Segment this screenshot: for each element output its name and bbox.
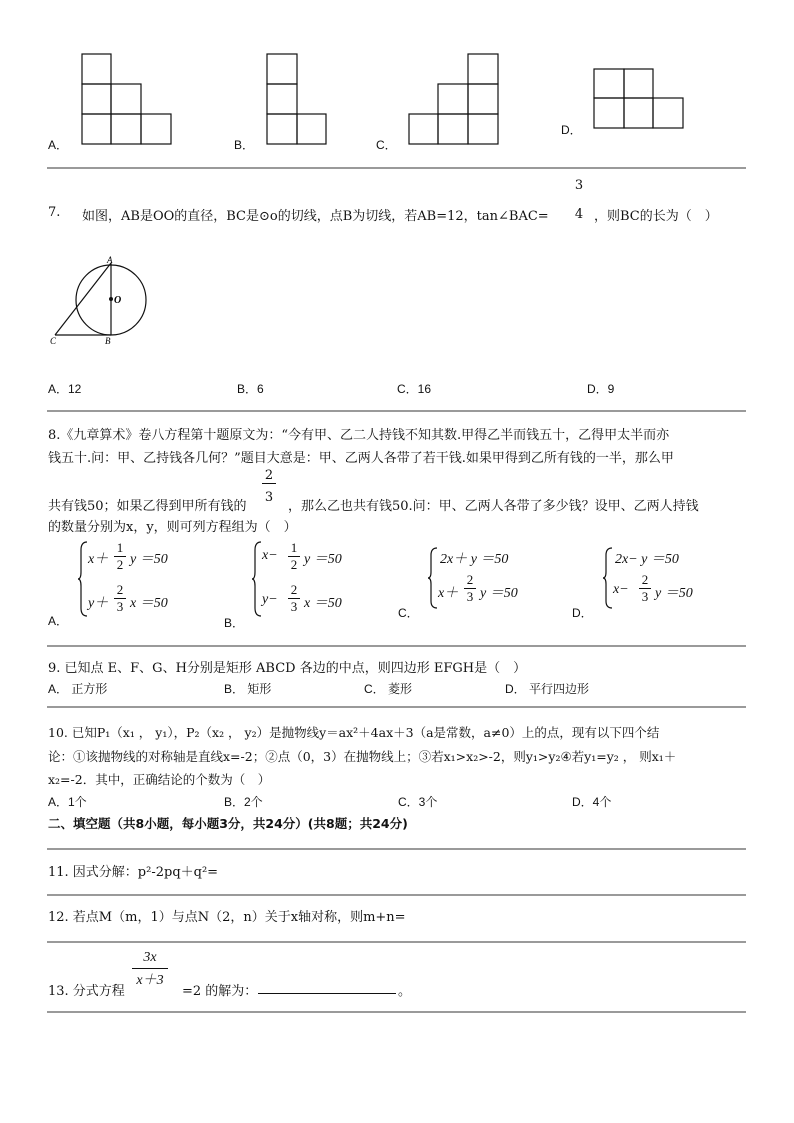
row2-end: y ＝50 [480,586,518,601]
q7-option-d[interactable]: D．9 [587,382,615,396]
q10-line1: 10. 已知P₁（x₁ ， y₁），P₂（x₂ ， y₂）是抛物线y＝ax²＋4ax＋3（a是常数，a≠0）上的点，现有以下四个结 [48,725,660,740]
numerator: 1 [116,540,124,555]
q10-option-a[interactable]: A．1个 [48,795,87,809]
q7-option-a[interactable]: A．12 [48,382,82,396]
answer-blank[interactable] [258,981,396,994]
divider [47,941,746,943]
figure-b [267,54,326,144]
row2-start: x＋ [438,586,459,601]
row1: 2x＋ y ＝50 [440,552,509,567]
system-d [603,546,723,610]
denominator: 2 [116,557,124,572]
row2-end: x ＝50 [304,596,342,611]
q8-option-c[interactable]: C． [398,606,419,620]
divider [47,1011,746,1013]
divider [47,167,746,169]
q7-option-b[interactable]: B．6 [237,382,264,396]
numerator: 2 [116,582,124,597]
q7-fraction [572,178,586,222]
system-b [252,540,372,618]
system-c [428,546,548,610]
q6-option-a[interactable]: A． [48,138,69,152]
q10-option-b[interactable]: B．2个 [224,795,263,809]
label-o: O [114,295,122,306]
numerator: 1 [290,540,298,555]
label-b: B [105,336,111,345]
fraction-denominator: x＋3 [136,973,164,988]
denominator: 3 [641,589,649,604]
label-a: A [107,255,113,265]
row2-start: y＋ [88,596,109,611]
q7-option-c[interactable]: C．16 [397,382,432,396]
q6-option-c[interactable]: C． [376,138,397,152]
figure-c [409,54,498,144]
q9-option-b[interactable]: B． 矩形 [224,682,272,696]
q13-end: 。 [398,984,412,999]
q6-option-b[interactable]: B． [234,138,255,152]
q8-option-a[interactable]: A． [48,614,69,628]
fraction-numerator: 2 [264,468,274,483]
q8-option-d[interactable]: D． [572,606,593,620]
section-title: 二、填空题（共8小题，每小题3分，共24分）(共8题；共24分) [48,816,408,831]
denominator: 3 [466,589,474,604]
figure-a [82,54,171,144]
q9-option-a[interactable]: A． 正方形 [48,682,108,696]
q8-line3: 共有钱50；如果乙得到甲所有钱的 [48,499,247,514]
q8-line3-after: ，那么乙也共有钱50.问：甲、乙两人各带了多少钱？设甲、乙两人持钱 [288,499,699,514]
numerator: 2 [641,572,649,587]
fraction-numerator: 3x [143,950,157,965]
q8-fraction [262,468,276,505]
divider [47,706,746,708]
numerator: 2 [466,572,474,587]
row2-end: y ＝50 [655,586,693,601]
system-a [78,540,198,618]
q7-number: 7. [48,205,61,220]
q13-text-after: =2 的解为： [182,984,258,999]
row1-end: y ＝50 [304,552,342,567]
q7-text-after: ，则BC的长为（ ） [594,209,718,224]
row2-start: y− [262,592,278,607]
row2-start: x− [613,582,629,597]
q8-line4: 的数量分别为x，y，则可列方程组为（ ） [48,520,297,535]
q10-option-d[interactable]: D．4个 [572,795,612,809]
q9-option-d[interactable]: D． 平行四边形 [505,682,590,696]
figure-d [594,69,683,128]
fraction-numerator: 3 [574,178,584,193]
q9-text: 9. 已知点 E、F、G、H分别是矩形 ABCD 各边的中点，则四边形 EFGH是（ ） [48,661,527,676]
q10-line3: x₂=-2．其中，正确结论的个数为（ ） [48,772,271,787]
row1-start: x＋ [88,552,109,567]
q11-text: 11. 因式分解：p²-2pq＋q²= [48,865,219,880]
fraction-denominator: 4 [574,207,584,222]
q12-text: 12. 若点M（m，1）与点N（2，n）关于x轴对称，则m+n= [48,910,406,925]
q8-line1: 8.《九章算术》卷八方程第十题原文为：“今有甲、乙二人持钱不知其数.甲得乙半而钱五十，乙得甲太半而亦 [48,428,670,443]
divider [47,894,746,896]
q10-option-c[interactable]: C．3个 [398,795,438,809]
q13-text: 13. 分式方程 [48,984,125,999]
q13-fraction [132,950,168,989]
divider [47,410,746,412]
q7-text: 如图，AB是OO的直径，BC是⊙o的切线，点B为切线，若AB=12，tan∠BAC= [82,209,549,224]
q6-figures [0,0,794,160]
row1: 2x− y ＝50 [615,552,679,567]
circle-tangent-figure [45,250,155,345]
row1-end: y ＝50 [130,552,168,567]
divider [47,645,746,647]
numerator: 2 [290,582,298,597]
denominator: 2 [290,557,298,572]
denominator: 3 [290,599,298,614]
q8-option-b[interactable]: B． [224,616,245,630]
row2-end: x ＝50 [130,596,168,611]
q9-option-c[interactable]: C． 菱形 [364,682,413,696]
q10-line2: 论：①该抛物线的对称轴是直线x=-2；②点（0，3）在抛物线上；③若x₁>x₂>-2，则y₁>y₂④若y₁=y₂ ， 则x₁＋ [48,749,677,764]
row1-start: x− [262,548,278,563]
fraction-denominator: 3 [264,490,274,505]
denominator: 3 [116,599,124,614]
q8-line2: 钱五十.问：甲、乙持钱各几何？”题目大意是：甲、乙两人各带了若干钱.如果甲得到乙所有钱的一半，那么甲 [48,451,674,466]
label-c: C [50,336,57,345]
q6-option-d[interactable]: D． [561,123,582,137]
divider [47,848,746,850]
